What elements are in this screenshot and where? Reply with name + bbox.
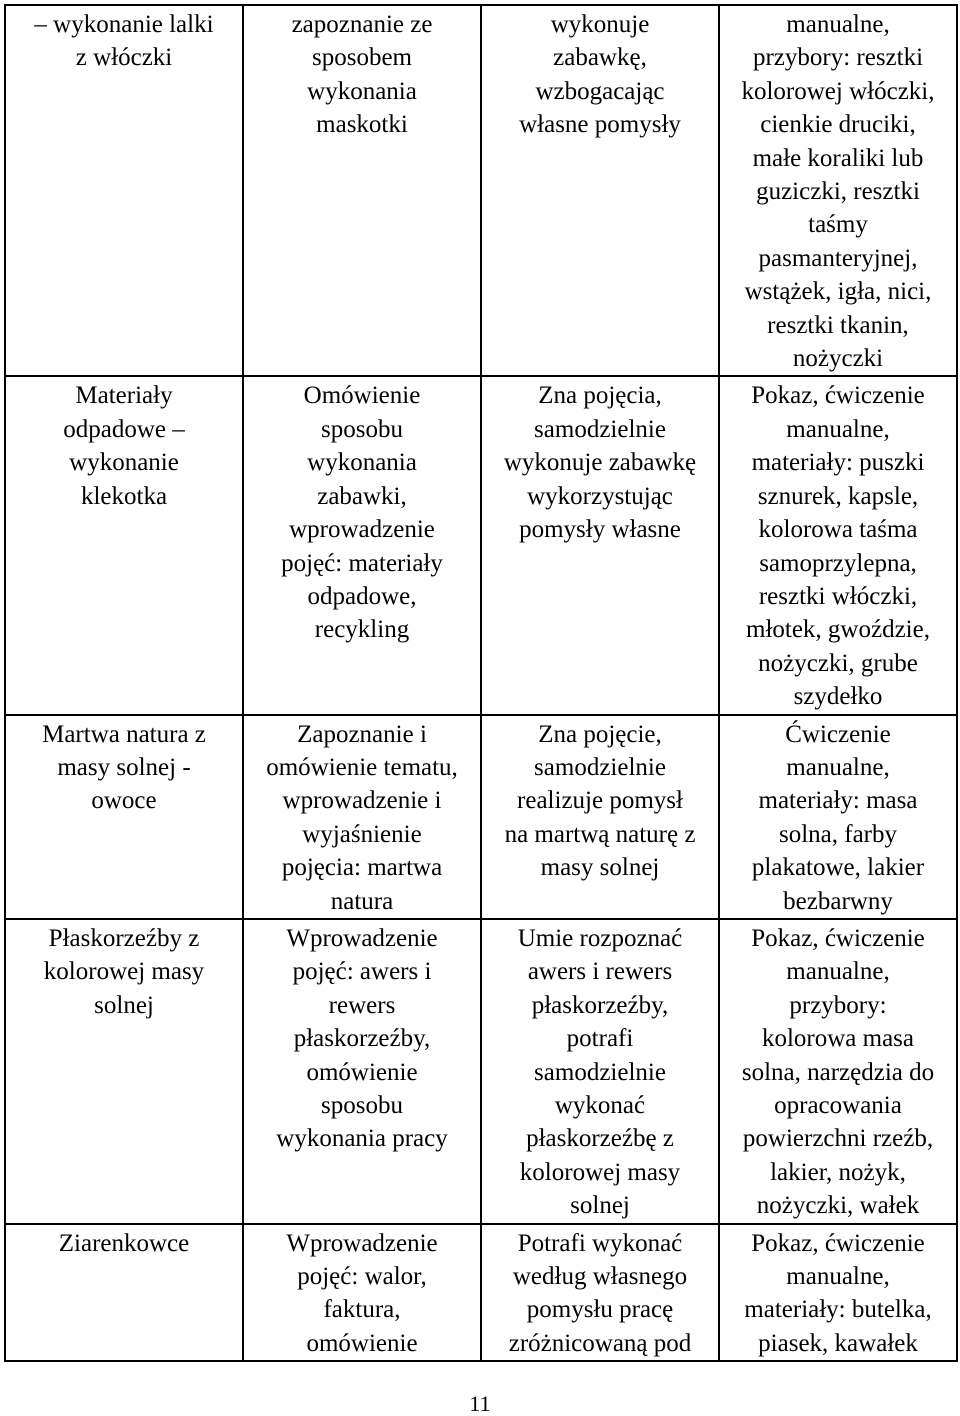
- outcome-cell: wykonuje zabawkę, wzbogacając własne pomysły: [481, 5, 719, 376]
- outcome-cell: Zna pojęcie, samodzielnie realizuje pomysł na martwą naturę z masy solnej: [481, 715, 719, 919]
- content-cell: Omówienie sposobu wykonania zabawki, wprowadzenie pojęć: materiały odpadowe, recykling: [243, 376, 481, 714]
- methods-cell: Pokaz, ćwiczenie manualne, materiały: butelka, piasek, kawałek: [719, 1224, 957, 1362]
- methods-cell: Pokaz, ćwiczenie manualne, przybory: kolorowa masa solna, narzędzia do opracowania powierzchni rzeźb, lakier, nożyk, nożyczki, wałek: [719, 919, 957, 1224]
- methods-cell: Ćwiczenie manualne, materiały: masa solna, farby plakatowe, lakier bezbarwny: [719, 715, 957, 919]
- outcome-cell: Zna pojęcia, samodzielnie wykonuje zabawkę wykorzystując pomysły własne: [481, 376, 719, 714]
- outcome-cell: Umie rozpoznać awers i rewers płaskorzeźby, potrafi samodzielnie wykonać płaskorzeźbę z kolorowej masy solnej: [481, 919, 719, 1224]
- topic-cell: Ziarenkowce: [5, 1224, 243, 1362]
- table-row: [5, 919, 957, 1224]
- table-row: [5, 1224, 957, 1362]
- topic-cell: Materiały odpadowe – wykonanie klekotka: [5, 376, 243, 714]
- topic-cell: Płaskorzeźby z kolorowej masy solnej: [5, 919, 243, 1224]
- content-cell: Wprowadzenie pojęć: walor, faktura, omówienie: [243, 1224, 481, 1362]
- content-cell: Wprowadzenie pojęć: awers i rewers płaskorzeźby, omówienie sposobu wykonania pracy: [243, 919, 481, 1224]
- content-cell: Zapoznanie i omówienie tematu, wprowadzenie i wyjaśnienie pojęcia: martwa natura: [243, 715, 481, 919]
- page-number: 11: [469, 1391, 491, 1416]
- outcome-cell: Potrafi wykonać według własnego pomysłu pracę zróżnicowaną pod: [481, 1224, 719, 1362]
- lesson-plan-table: [4, 4, 958, 1362]
- table-row: [5, 715, 957, 919]
- content-cell: zapoznanie ze sposobem wykonania maskotki: [243, 5, 481, 376]
- methods-cell: manualne, przybory: resztki kolorowej włóczki, cienkie druciki, małe koraliki lub guziczki, resztki taśmy pasmanteryjnej, wstążek, igła, nici, resztki tkanin, nożyczki: [719, 5, 957, 376]
- table-row: [5, 5, 957, 376]
- table-row: [5, 376, 957, 714]
- topic-cell: Martwa natura z masy solnej - owoce: [5, 715, 243, 919]
- topic-cell: – wykonanie lalki z włóczki: [5, 5, 243, 376]
- methods-cell: Pokaz, ćwiczenie manualne, materiały: puszki sznurek, kapsle, kolorowa taśma samoprzylepna, resztki włóczki, młotek, gwoździe, nożyczki, grube szydełko: [719, 376, 957, 714]
